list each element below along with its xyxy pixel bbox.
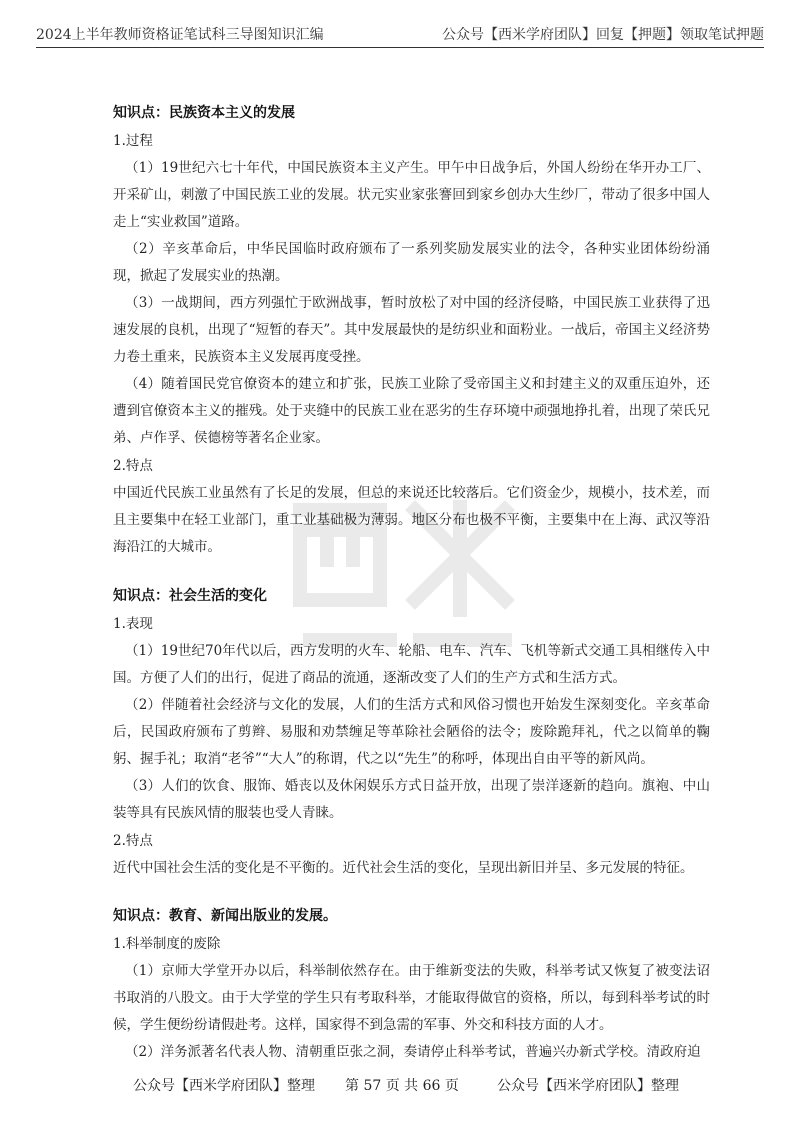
paragraph: （4）随着国民党官僚资本的建立和扩张，民族工业除了受帝国主义和封建主义的双重压迫外，还遭到官僚资本主义的摧残。处于夹缝中的民族工业在恶劣的生存环境中顽强地挣扎着，出现了荣氏兄弟、卢作孚、侯德榜等著名企业家。: [113, 376, 710, 446]
paragraph: （1）19世纪六七十年代，中国民族资本主义产生。甲午中日战争后，外国人纷纷在华开办工厂、开采矿山，刺激了中国民族工业的发展。状元实业家张謇回到家乡创办大生纱厂，带动了很多中国人走上“实业救国”道路。: [113, 160, 710, 230]
section-title: 知识点：教育、新闻出版业的发展。: [113, 908, 337, 924]
paragraph: （1）京师大学堂开办以后，科举制依然存在。由于维新变法的失败，科举考试又恢复了被变法诏书取消的八股文。由于大学堂的学生只有考取科举，才能取得做官的资格，所以，每到科举考试的时候，学生便纷纷请假赴考。这样，国家得不到急需的军事、外交和科技方面的人才。: [113, 963, 710, 1033]
section-title: 知识点：社会生活的变化: [113, 588, 267, 604]
paragraph: （2）伴随着社会经济与文化的发展，人们的生活方式和风俗习惯也开始发生深刻变化。辛亥革命后，民国政府颁布了剪辫、易服和劝禁缠足等革除社会陋俗的法令；废除跪拜礼，代之以简单的鞠躬、握手礼；取消“老爷”“大人”的称谓，代之以“先生”的称呼，体现出自由平等的新风尚。: [113, 697, 710, 767]
header-right-text: 公众号【西米学府团队】回复【押题】领取笔试押题: [442, 27, 764, 43]
page-header: [36, 22, 764, 44]
page-footer: [0, 1075, 800, 1097]
paragraph: 中国近代民族工业虽然有了长足的发展，但总的来说还比较落后。它们资金少，规模小，技术差，而且主要集中在轻工业部门，重工业基础极为薄弱。地区分布也极不平衡，主要集中在上海、武汉等沿海沿江的大城市。: [113, 485, 710, 555]
section-spacer: [113, 561, 710, 582]
paragraph: （3）一战期间，西方列强忙于欧洲战事，暂时放松了对中国的经济侵略，中国民族工业获得了迅速发展的良机，出现了“短暂的春天”。其中发展最快的是纺织业和面粉业。一战后，帝国主义经济势力卷土重来，民族资本主义发展再度受挫。: [113, 295, 710, 365]
page-content: [113, 99, 710, 1066]
subheading: 2.特点: [113, 458, 153, 474]
paragraph: （2）洋务派著名代表人物、清朝重臣张之洞，奏请停止科举考试，普遍兴办新式学校。清政府迫: [125, 1044, 701, 1060]
section-title: 知识点：民族资本主义的发展: [113, 105, 295, 121]
footer-right-text: 公众号【西米学府团队】整理: [497, 1078, 679, 1094]
paragraph: （2）辛亥革命后，中华民国临时政府颁布了一系列奖励发展实业的法令，各种实业团体纷纷涌现，掀起了发展实业的热潮。: [113, 241, 710, 284]
subheading: 2.特点: [113, 833, 153, 849]
subheading: 1.表现: [113, 616, 153, 632]
subheading: 1.过程: [113, 133, 153, 149]
header-left-text: 2024上半年教师资格证笔试科三导图知识汇编: [36, 27, 324, 43]
paragraph: 近代中国社会生活的变化是不平衡的。近代社会生活的变化，呈现出新旧并呈、多元发展的特征。: [113, 860, 694, 876]
section-spacer: [113, 882, 710, 902]
header-divider: [36, 47, 764, 48]
paragraph: （3）人们的饮食、服饰、婚丧以及休闲娱乐方式日益开放，出现了崇洋逐新的趋向。旗袍、中山装等具有民族风情的服装也受人青睐。: [113, 778, 710, 821]
page-number: 第 57 页 共 66 页: [345, 1078, 459, 1094]
subheading: 1.科举制度的废除: [113, 936, 221, 952]
footer-left-text: 公众号【西米学府团队】整理: [133, 1078, 315, 1094]
paragraph: （1）19世纪70年代以后，西方发明的火车、轮船、电车、汽车、飞机等新式交通工具相继传入中国。方便了人们的出行，促进了商品的流通，逐渐改变了人们的生产方式和生活方式。: [113, 643, 710, 686]
